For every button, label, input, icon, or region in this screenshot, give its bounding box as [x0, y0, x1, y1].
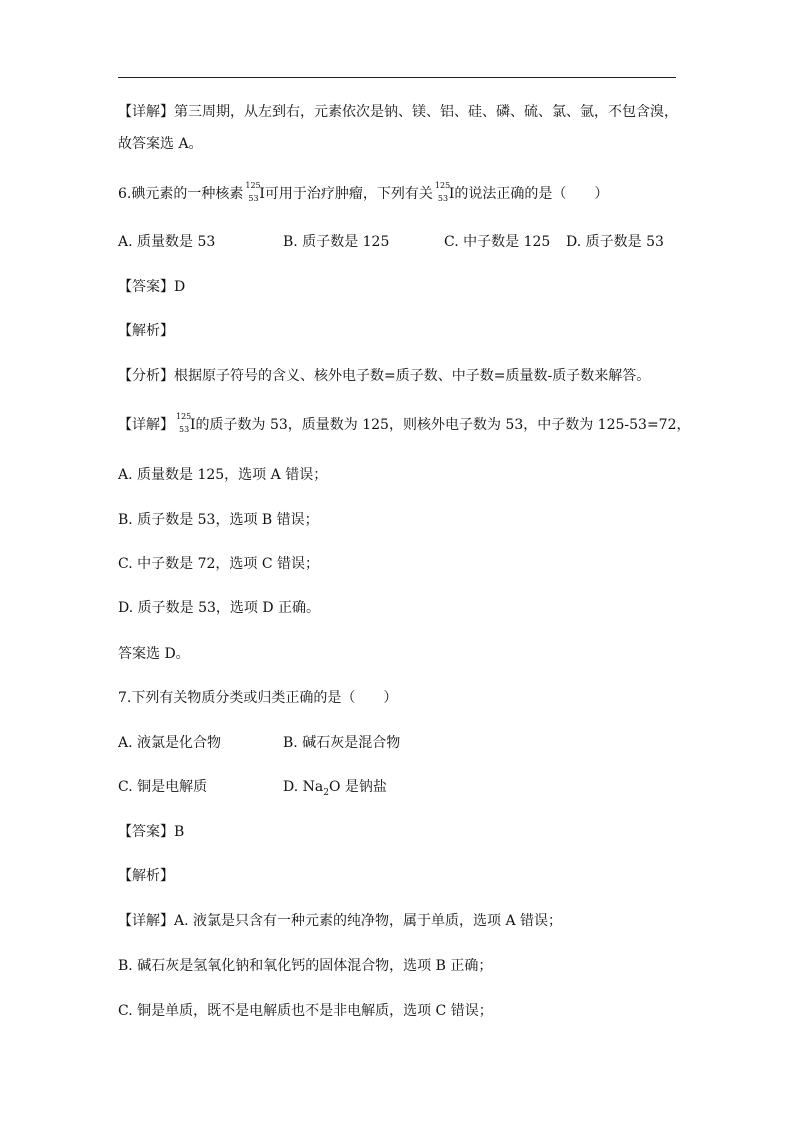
option-d-formula-subscript: 2: [323, 787, 329, 798]
question-6-option-d: D. 质子数是 53: [566, 234, 664, 250]
question-7-option-b: B. 碱石灰是混合物: [283, 735, 401, 751]
option-d-formula-prefix: D. Na: [283, 779, 324, 795]
question-6-explanation-d: D. 质子数是 53，选项 D 正确。: [118, 600, 321, 616]
atomic-number: 53: [248, 194, 259, 203]
question-6-option-b: B. 质子数是 125: [283, 234, 390, 250]
element-symbol: I: [259, 186, 265, 202]
question-7-option-c: C. 铜是电解质: [118, 779, 208, 795]
question-7-explanation-c: C. 铜是单质，既不是电解质也不是非电解质，选项 C 错误；: [118, 1003, 493, 1019]
question-6-analysis-heading: 【解析】: [118, 323, 174, 339]
question-6-stem-part-3: 的说法正确的是（ ）: [454, 186, 609, 202]
question-7-option-d: [283, 778, 387, 796]
nuclide-notation: [245, 181, 261, 203]
question-7-option-a: A. 液氯是化合物: [118, 735, 222, 751]
detail-paragraph-line-2: 故答案选 A。: [118, 136, 203, 152]
atomic-number: 53: [437, 194, 449, 203]
question-6-detail: [118, 412, 691, 434]
element-symbol: I: [190, 417, 196, 433]
mass-number: 125: [176, 412, 192, 421]
question-6-option-c: C. 中子数是 125: [444, 234, 551, 250]
question-6-stem: [118, 181, 609, 203]
question-6-explanation-c: C. 中子数是 72，选项 C 错误；: [118, 556, 319, 572]
question-6-explanation-b: B. 质子数是 53，选项 B 错误；: [118, 512, 319, 528]
question-6-fenxi: 【分析】根据原子符号的含义、核外电子数=质子数、中子数=质量数-质子数来解答。: [118, 368, 651, 384]
question-7-answer: 【答案】B: [118, 824, 185, 840]
detail-text: 的质子数为 53，质量数为 125，则核外电子数为 53，中子数为 125-53=72，: [195, 417, 691, 433]
question-6-stem-part-1: 6.碘元素的一种核素: [118, 186, 244, 202]
question-7-stem: 7.下列有关物质分类或归类正确的是（ ）: [118, 690, 398, 706]
detail-paragraph-line-1: 【详解】第三周期，从左到右，元素依次是钠、镁、铝、硅、磷、硫、氯、氩，不包含溴，: [118, 104, 678, 120]
question-6-conclusion: 答案选 D。: [118, 646, 190, 662]
question-6-explanation-a: A. 质量数是 125，选项 A 错误；: [118, 467, 328, 483]
question-6-option-a: A. 质量数是 53: [118, 234, 216, 250]
question-7-explanation-b: B. 碱石灰是氢氧化钠和氧化钙的固体混合物，选项 B 正确；: [118, 958, 493, 974]
detail-label: 【详解】: [118, 417, 174, 433]
question-6-answer: 【答案】D: [118, 279, 186, 295]
nuclide-notation: [176, 412, 192, 434]
option-d-formula-suffix: O 是钠盐: [328, 779, 387, 795]
question-7-analysis-heading: 【解析】: [118, 868, 174, 884]
question-6-stem-part-2: 可用于治疗肿瘤，下列有关: [264, 186, 433, 202]
question-7-explanation-a: 【详解】A. 液氯是只含有一种元素的纯净物，属于单质，选项 A 错误；: [118, 913, 563, 929]
atomic-number: 53: [179, 425, 190, 434]
header-rule: [118, 77, 676, 78]
mass-number: 125: [245, 181, 261, 190]
nuclide-notation: [434, 181, 451, 203]
element-symbol: I: [448, 186, 455, 202]
mass-number: 125: [434, 181, 451, 190]
